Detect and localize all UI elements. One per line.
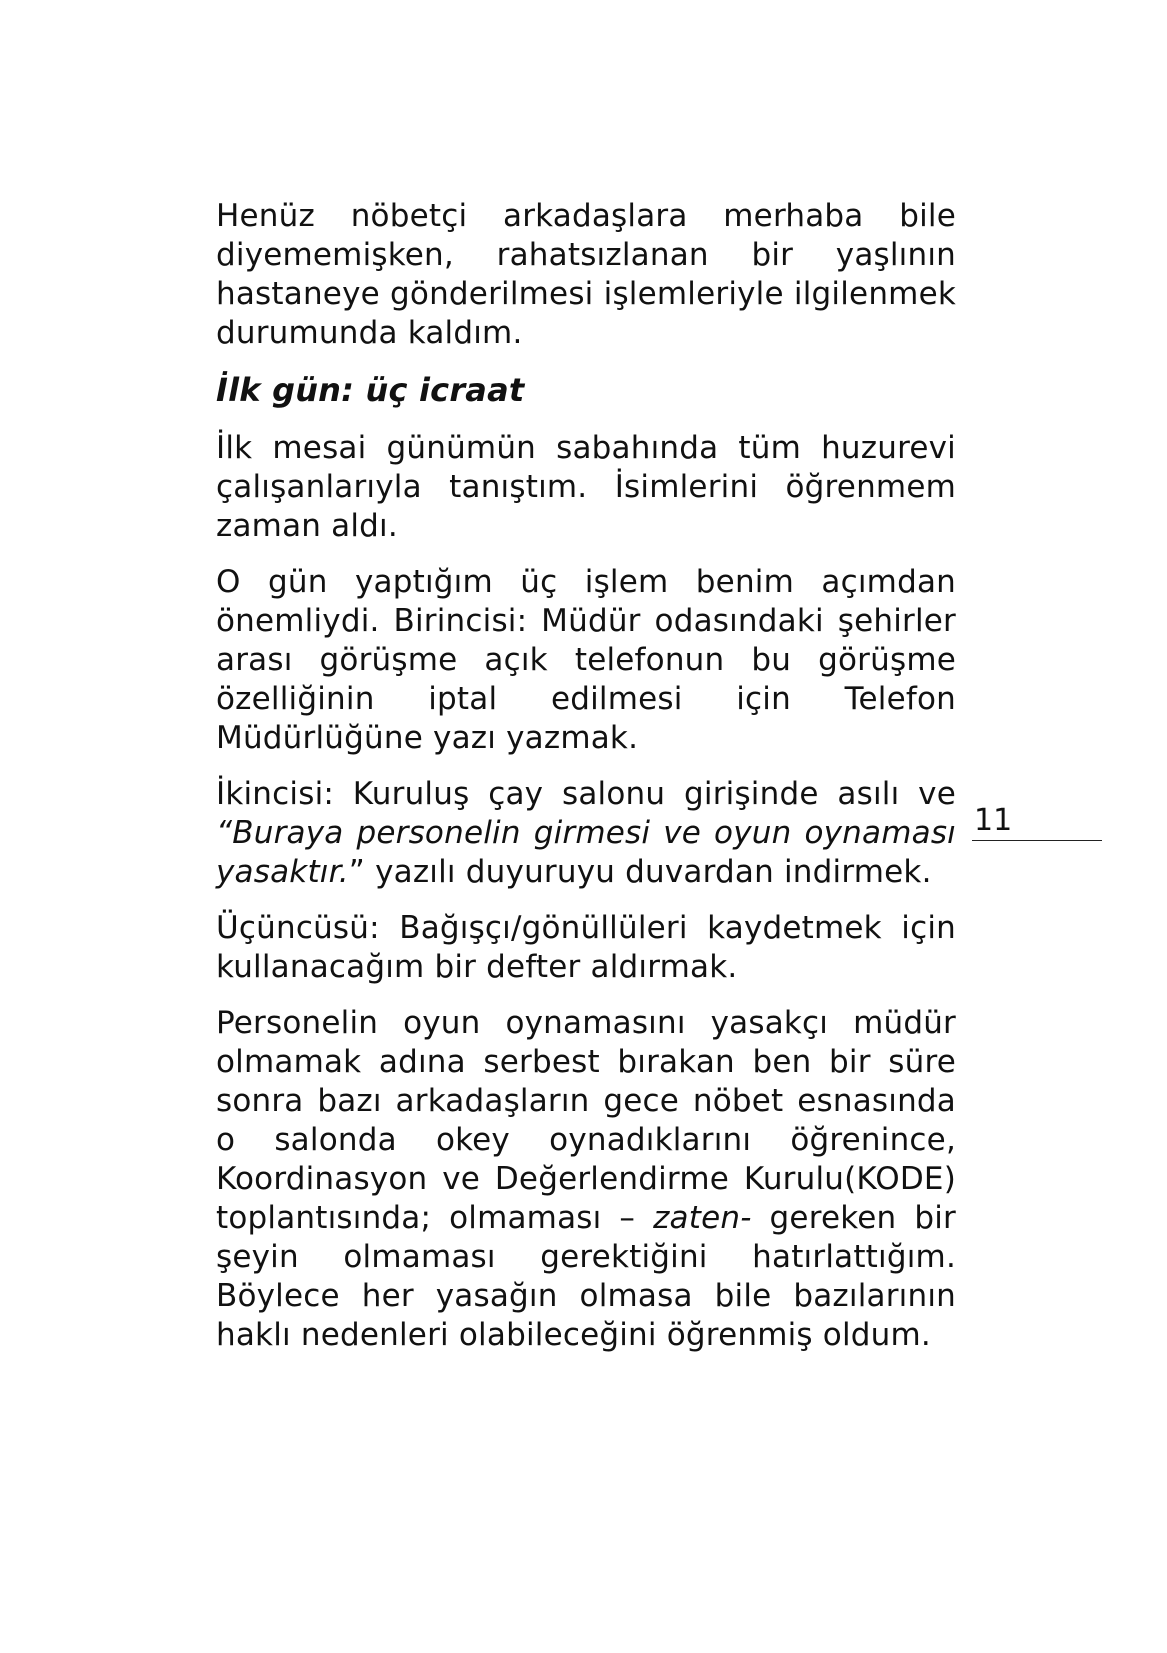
paragraph-4-start: İkincisi: Kuruluş çay salonu girişinde asılı ve	[216, 776, 956, 812]
section-heading: İlk gün: üç icraat	[216, 371, 525, 409]
paragraph-4-end: yazılı duyuruyu duvardan indirmek.	[365, 854, 932, 890]
paragraph-6-end: gereken bir şeyin olmaması gerektiğini hatırlattığım. Böylece her yasağın olmasa bile bazılarının haklı nedenleri olabileceğini öğrenmiş oldum.	[216, 1200, 956, 1353]
paragraph-6	[216, 1004, 956, 1355]
paragraph-5: Üçüncüsü: Bağışçı/gönüllüleri kaydetmek için kullanacağım bir defter aldırmak.	[216, 910, 956, 985]
paragraph-6-italic: zaten-	[653, 1200, 752, 1236]
paragraph-6-start: Personelin oyun oynamasını yasakçı müdür olmamak adına serbest bırakan ben bir süre sonra bazı arkadaşların gece nöbet esnasında o salonda okey oynadıklarını öğrenince, Koordinasyon ve Değerlendirme Kurulu(KODE) toplantısında; olmaması –	[216, 1005, 956, 1236]
paragraph-3: O gün yaptığım üç işlem benim açımdan önemliydi. Birincisi: Müdür odasındaki şehirler arası görüşme açık telefonun bu görüşme özelliğinin iptal edilmesi için Telefon Müdürlüğüne yazı yazmak.	[216, 564, 956, 756]
paragraph-4-quote: “Buraya personelin girmesi ve oyun oynaması yasaktır.	[216, 815, 956, 890]
body-text	[216, 197, 956, 1372]
paragraph-4	[216, 775, 956, 892]
paragraph-2: İlk mesai günümün sabahında tüm huzurevi çalışanlarıyla tanıştım. İsimlerini öğrenmem zaman aldı.	[216, 430, 956, 544]
paragraph-4-quote-close: ”	[348, 854, 366, 890]
page-number: 11	[972, 804, 1102, 841]
paragraph-1: Henüz nöbetçi arkadaşlara merhaba bile diyememişken, rahatsızlanan bir yaşlının hastaneye gönderilmesi işlemleriyle ilgilenmek durumunda kaldım.	[216, 198, 956, 351]
